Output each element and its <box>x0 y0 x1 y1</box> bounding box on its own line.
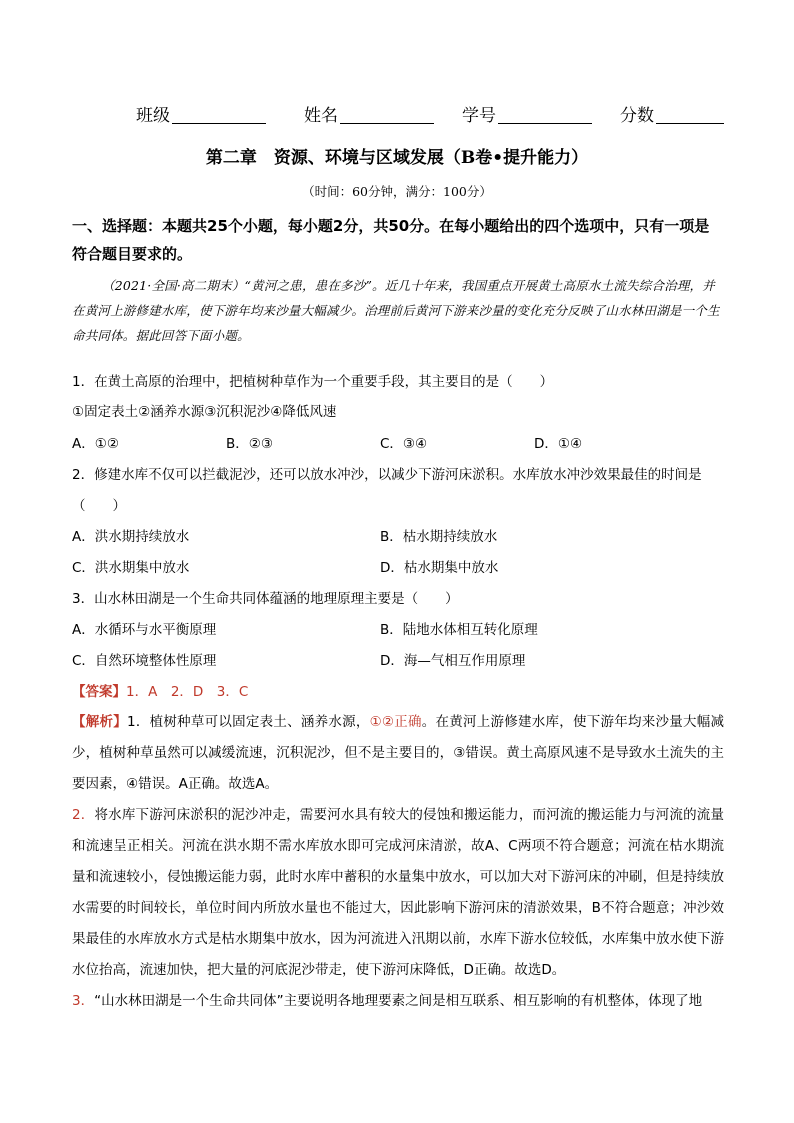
score-field[interactable] <box>620 104 724 128</box>
page-title: 第二章 资源、环境与区域发展（B卷•提升能力） <box>205 148 589 168</box>
q2-stem-line1: 2．修建水库不仅可以拦截泥沙，还可以放水冲沙，以减少下游河床淤积。水库放水冲沙效果最佳的时间是 <box>72 467 702 483</box>
q1-option-d[interactable]: D．①④ <box>534 436 583 452</box>
page-subtitle: （时间：60分钟，满分：100分） <box>302 184 492 199</box>
q3-option-c[interactable]: C．自然环境整体性原理 <box>72 653 217 669</box>
reading-passage: （2021·全国·高二期末）“黄河之患，患在多沙”。近几十年来，我国重点开展黄土高原水土流失综合治理，并在黄河上游修建水库，使下游年均来沙量大幅减少。治理前后黄河下游来沙量的变化充分反映了山水林田湖是一个生命共同体。据此回答下面小题。 <box>72 278 720 343</box>
name-label: 姓名 <box>304 106 338 126</box>
id-field[interactable] <box>462 104 592 128</box>
q3-option-d[interactable]: D．海—气相互作用原理 <box>380 653 526 669</box>
q3-option-b[interactable]: B．陆地水体相互转化原理 <box>380 622 538 638</box>
q2-option-c[interactable]: C．洪水期集中放水 <box>72 560 190 576</box>
answer-line <box>72 682 248 702</box>
analysis-2-number: 2． <box>72 807 95 823</box>
analysis-1-rest: 。在黄河上游修建水库，使下游年均来沙量大幅减少，植树种草虽然可以减缓流速，沉积泥沙，但不是主要目的，③错误。黄土高原风速不是导致水土流失的主要因素，④错误。A正确。故选A。 <box>72 714 725 792</box>
analysis-paragraph-1 <box>72 707 724 800</box>
q2-option-a[interactable]: A．洪水期持续放水 <box>72 529 190 545</box>
student-info-row <box>136 104 726 128</box>
id-blank[interactable] <box>498 104 592 124</box>
q3-option-a[interactable]: A．水循环与水平衡原理 <box>72 622 217 638</box>
analysis-1-highlight: ①②正确 <box>369 714 422 730</box>
q1-option-c[interactable]: C．③④ <box>380 436 428 452</box>
answer-text: 1．A 2．D 3．C <box>126 684 249 700</box>
class-field[interactable] <box>136 104 266 128</box>
name-field[interactable] <box>304 104 434 128</box>
analysis-3-text: “山水林田湖是一个生命共同体”主要说明各地理要素之间是相互联系、相互影响的有机整体，体现了地 <box>94 993 703 1009</box>
analysis-3-number: 3． <box>72 993 95 1009</box>
q1-stem: 1．在黄土高原的治理中，把植树种草作为一个重要手段，其主要目的是（ ） <box>72 374 554 390</box>
score-label: 分数 <box>620 106 654 126</box>
q2-option-d[interactable]: D．枯水期集中放水 <box>380 560 499 576</box>
score-blank[interactable] <box>656 104 724 124</box>
id-label: 学号 <box>462 106 496 126</box>
analysis-tag: 【解析】 <box>72 714 127 730</box>
class-blank[interactable] <box>172 104 266 124</box>
analysis-1-start: 1．植树种草可以固定表土、涵养水源， <box>127 714 370 730</box>
q1-option-b[interactable]: B．②③ <box>226 436 273 452</box>
q3-stem: 3．山水林田湖是一个生命共同体蕴涵的地理原理主要是（ ） <box>72 591 459 607</box>
class-label: 班级 <box>136 106 170 126</box>
answer-tag: 【答案】 <box>72 684 126 700</box>
name-blank[interactable] <box>340 104 434 124</box>
q1-option-a[interactable]: A．①② <box>72 436 119 452</box>
q1-statements: ①固定表土②涵养水源③沉积泥沙④降低风速 <box>72 404 337 420</box>
q2-stem-line2: （ ） <box>72 498 126 514</box>
analysis-2-text: 将水库下游河床淤积的泥沙冲走，需要河水具有较大的侵蚀和搬运能力，而河流的搬运能力与河流的流量和流速呈正相关。河流在洪水期不需水库放水即可完成河床清淤，故A、C两项不符合题意；河流在枯水期流量和流速较小，侵蚀搬运能力弱，此时水库中蓄积的水量集中放水，可以加大对下游河床的冲刷，但是持续放水需要的时间较长，单位时间内所放水量也不能过大，因此影响下游河床的清淤效果，B不符合题意；冲沙效果最佳的水库放水方式是枯水期集中放水，因为河流进入汛期以前，水库下游水位较低，水库集中放水使下游水位抬高，流速加快，把大量的河底泥沙带走，使下游河床降低，D正确。故选D。 <box>72 807 724 978</box>
analysis-paragraph-2 <box>72 800 724 986</box>
section-heading: 一、选择题：本题共25个小题，每小题2分，共50分。在每小题给出的四个选项中，只有一项是符合题目要求的。 <box>72 217 710 263</box>
analysis-paragraph-3 <box>72 986 724 1017</box>
q2-option-b[interactable]: B．枯水期持续放水 <box>380 529 498 545</box>
